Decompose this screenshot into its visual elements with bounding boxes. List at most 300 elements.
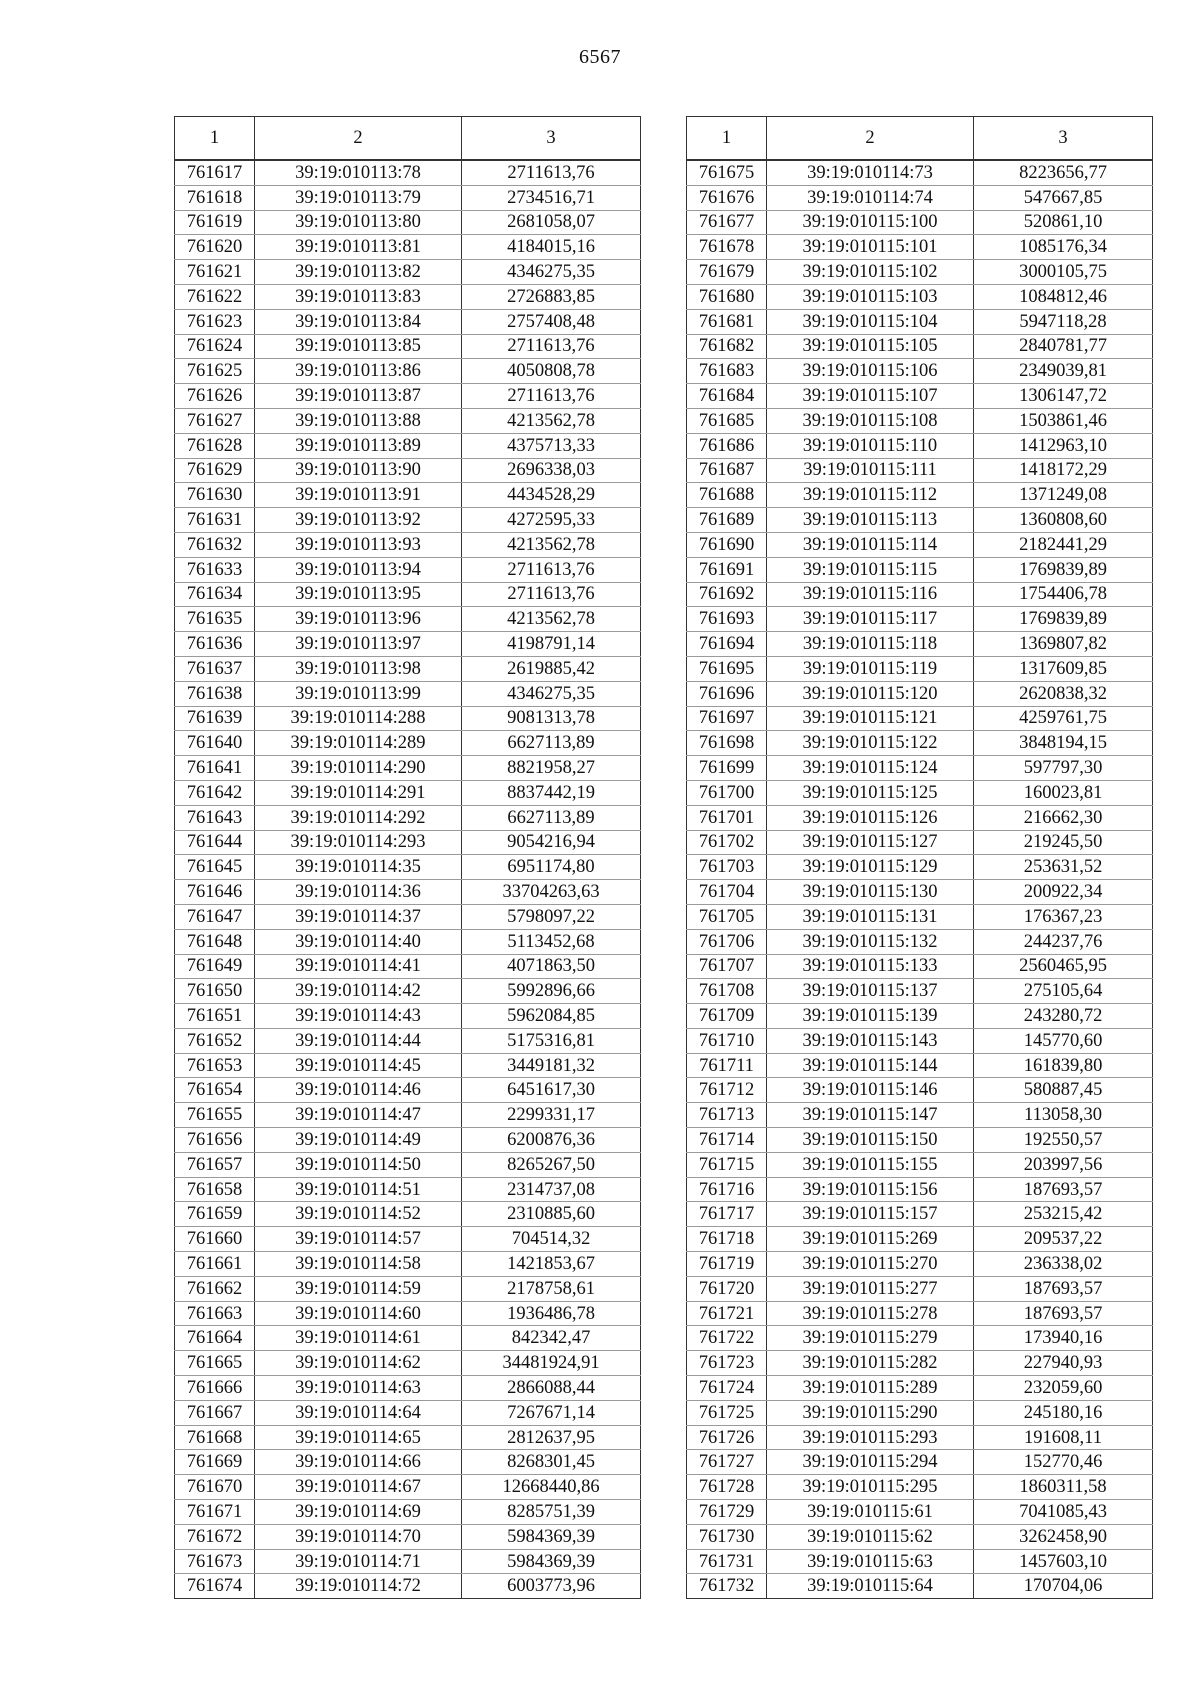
row-number-cell: 761726 [687,1425,767,1450]
row-number-cell: 761627 [175,408,255,433]
cadastral-value-cell: 597797,30 [974,756,1153,781]
row-number-cell: 761703 [687,855,767,880]
cadastral-number-cell: 39:19:010115:282 [767,1351,974,1376]
row-number-cell: 761620 [175,235,255,260]
table-row [687,1574,1153,1599]
cadastral-value-cell: 2182441,29 [974,532,1153,557]
row-number-cell: 761657 [175,1152,255,1177]
table-row [687,880,1153,905]
cadastral-value-cell: 1457603,10 [974,1549,1153,1574]
cadastral-number-cell: 39:19:010113:90 [255,458,462,483]
row-number-cell: 761685 [687,408,767,433]
row-number-cell: 761660 [175,1227,255,1252]
row-number-cell: 761655 [175,1103,255,1128]
table-row [687,1128,1153,1153]
row-number-cell: 761623 [175,309,255,334]
table-row [687,1549,1153,1574]
row-number-cell: 761625 [175,359,255,384]
table-row [175,1351,641,1376]
cadastral-number-cell: 39:19:010115:61 [767,1500,974,1525]
row-number-cell: 761675 [687,160,767,185]
row-number-cell: 761668 [175,1425,255,1450]
cadastral-value-cell: 2560465,95 [974,954,1153,979]
row-number-cell: 761674 [175,1574,255,1599]
row-number-cell: 761639 [175,706,255,731]
row-number-cell: 761645 [175,855,255,880]
cadastral-value-cell: 243280,72 [974,1004,1153,1029]
row-number-cell: 761632 [175,532,255,557]
table-row [687,1326,1153,1351]
row-number-cell: 761636 [175,632,255,657]
row-number-cell: 761638 [175,681,255,706]
row-number-cell: 761656 [175,1128,255,1153]
cadastral-value-cell: 9081313,78 [462,706,641,731]
row-number-cell: 761659 [175,1202,255,1227]
cadastral-value-cell: 3000105,75 [974,260,1153,285]
cadastral-value-cell: 245180,16 [974,1400,1153,1425]
row-number-cell: 761650 [175,979,255,1004]
cadastral-value-cell: 4213562,78 [462,607,641,632]
cadastral-number-cell: 39:19:010115:137 [767,979,974,1004]
table-row [687,780,1153,805]
cadastral-value-cell: 161839,80 [974,1053,1153,1078]
table-row [175,433,641,458]
table-row [175,1425,641,1450]
cadastral-number-cell: 39:19:010115:146 [767,1078,974,1103]
table-row [175,656,641,681]
row-number-cell: 761731 [687,1549,767,1574]
cadastral-value-cell: 6451617,30 [462,1078,641,1103]
table-row [175,284,641,309]
cadastral-number-cell: 39:19:010113:86 [255,359,462,384]
cadastral-number-cell: 39:19:010115:270 [767,1252,974,1277]
table-row [175,681,641,706]
row-number-cell: 761649 [175,954,255,979]
table-row [687,656,1153,681]
cadastral-value-cell: 842342,47 [462,1326,641,1351]
row-number-cell: 761652 [175,1028,255,1053]
row-number-cell: 761698 [687,731,767,756]
row-number-cell: 761684 [687,384,767,409]
table-row [175,1549,641,1574]
cadastral-number-cell: 39:19:010115:130 [767,880,974,905]
row-number-cell: 761700 [687,780,767,805]
cadastral-value-cell: 4184015,16 [462,235,641,260]
table-row [175,384,641,409]
table-row [175,904,641,929]
cadastral-number-cell: 39:19:010114:57 [255,1227,462,1252]
cadastral-number-cell: 39:19:010114:74 [767,185,974,210]
cadastral-number-cell: 39:19:010114:50 [255,1152,462,1177]
table-row [175,1574,641,1599]
cadastral-value-cell: 2726883,85 [462,284,641,309]
column-header-1: 1 [687,117,767,161]
cadastral-value-cell: 7041085,43 [974,1500,1153,1525]
cadastral-value-cell: 8821958,27 [462,756,641,781]
table-row [687,260,1153,285]
row-number-cell: 761661 [175,1252,255,1277]
row-number-cell: 761662 [175,1276,255,1301]
row-number-cell: 761715 [687,1152,767,1177]
cadastral-number-cell: 39:19:010113:78 [255,160,462,185]
cadastral-value-cell: 6627113,89 [462,731,641,756]
cadastral-value-cell: 4346275,35 [462,681,641,706]
cadastral-value-cell: 219245,50 [974,830,1153,855]
cadastral-value-cell: 5992896,66 [462,979,641,1004]
cadastral-number-cell: 39:19:010113:99 [255,681,462,706]
cadastral-number-cell: 39:19:010115:131 [767,904,974,929]
table-row [687,1475,1153,1500]
table-row [687,1028,1153,1053]
row-number-cell: 761628 [175,433,255,458]
column-header-2: 2 [255,117,462,161]
cadastral-number-cell: 39:19:010114:41 [255,954,462,979]
table-row [175,309,641,334]
row-number-cell: 761666 [175,1376,255,1401]
table-row [175,532,641,557]
table-row [687,210,1153,235]
row-number-cell: 761671 [175,1500,255,1525]
cadastral-value-cell: 2619885,42 [462,656,641,681]
table-row [175,582,641,607]
cadastral-number-cell: 39:19:010115:157 [767,1202,974,1227]
cadastral-value-cell: 704514,32 [462,1227,641,1252]
row-number-cell: 761699 [687,756,767,781]
table-row [175,830,641,855]
cadastral-number-cell: 39:19:010115:139 [767,1004,974,1029]
table-row [175,359,641,384]
cadastral-value-cell: 244237,76 [974,929,1153,954]
cadastral-value-cell: 236338,02 [974,1252,1153,1277]
row-number-cell: 761617 [175,160,255,185]
cadastral-number-cell: 39:19:010114:73 [767,160,974,185]
table-row [687,731,1153,756]
table-row [687,309,1153,334]
row-number-cell: 761711 [687,1053,767,1078]
row-number-cell: 761642 [175,780,255,805]
cadastral-value-cell: 3262458,90 [974,1524,1153,1549]
cadastral-value-cell: 5947118,28 [974,309,1153,334]
cadastral-number-cell: 39:19:010113:98 [255,656,462,681]
table-row [687,334,1153,359]
column-header-3: 3 [974,117,1153,161]
cadastral-value-cell: 7267671,14 [462,1400,641,1425]
right-table-body [687,160,1153,1599]
table-row [175,706,641,731]
row-number-cell: 761624 [175,334,255,359]
cadastral-value-cell: 160023,81 [974,780,1153,805]
cadastral-value-cell: 4071863,50 [462,954,641,979]
cadastral-value-cell: 187693,57 [974,1276,1153,1301]
cadastral-number-cell: 39:19:010113:95 [255,582,462,607]
cadastral-value-cell: 6627113,89 [462,805,641,830]
cadastral-number-cell: 39:19:010115:143 [767,1028,974,1053]
cadastral-number-cell: 39:19:010115:116 [767,582,974,607]
row-number-cell: 761663 [175,1301,255,1326]
column-header-1: 1 [175,117,255,161]
table-row [175,1128,641,1153]
cadastral-value-cell: 187693,57 [974,1177,1153,1202]
table-row [687,1004,1153,1029]
cadastral-value-cell: 1769839,89 [974,607,1153,632]
table-row [175,1524,641,1549]
cadastral-number-cell: 39:19:010115:114 [767,532,974,557]
row-number-cell: 761728 [687,1475,767,1500]
cadastral-value-cell: 6951174,80 [462,855,641,880]
cadastral-number-cell: 39:19:010113:80 [255,210,462,235]
table-row [687,607,1153,632]
row-number-cell: 761681 [687,309,767,334]
cadastral-number-cell: 39:19:010114:290 [255,756,462,781]
table-row [175,1053,641,1078]
cadastral-value-cell: 2711613,76 [462,557,641,582]
table-row [687,706,1153,731]
cadastral-number-cell: 39:19:010115:104 [767,309,974,334]
row-number-cell: 761732 [687,1574,767,1599]
row-number-cell: 761640 [175,731,255,756]
right-table [686,116,1153,1599]
cadastral-number-cell: 39:19:010115:294 [767,1450,974,1475]
cadastral-number-cell: 39:19:010114:40 [255,929,462,954]
table-row [175,1202,641,1227]
cadastral-value-cell: 4198791,14 [462,632,641,657]
table-row [687,582,1153,607]
table-row [175,1475,641,1500]
cadastral-value-cell: 176367,23 [974,904,1153,929]
cadastral-number-cell: 39:19:010115:115 [767,557,974,582]
row-number-cell: 761626 [175,384,255,409]
row-number-cell: 761629 [175,458,255,483]
table-row [687,1524,1153,1549]
table-row [687,433,1153,458]
row-number-cell: 761686 [687,433,767,458]
table-row [687,1400,1153,1425]
row-number-cell: 761690 [687,532,767,557]
row-number-cell: 761689 [687,508,767,533]
table-row [175,731,641,756]
cadastral-number-cell: 39:19:010114:60 [255,1301,462,1326]
cadastral-number-cell: 39:19:010115:105 [767,334,974,359]
cadastral-value-cell: 1371249,08 [974,483,1153,508]
left-table-body [175,160,641,1599]
table-row [687,1450,1153,1475]
row-number-cell: 761651 [175,1004,255,1029]
cadastral-value-cell: 2314737,08 [462,1177,641,1202]
cadastral-number-cell: 39:19:010115:62 [767,1524,974,1549]
table-row [687,1425,1153,1450]
cadastral-number-cell: 39:19:010114:42 [255,979,462,1004]
row-number-cell: 761705 [687,904,767,929]
cadastral-number-cell: 39:19:010114:49 [255,1128,462,1153]
row-number-cell: 761712 [687,1078,767,1103]
table-row [687,408,1153,433]
column-header-3: 3 [462,117,641,161]
row-number-cell: 761648 [175,929,255,954]
row-number-cell: 761637 [175,656,255,681]
cadastral-value-cell: 1421853,67 [462,1252,641,1277]
cadastral-value-cell: 2696338,03 [462,458,641,483]
cadastral-number-cell: 39:19:010115:108 [767,408,974,433]
cadastral-number-cell: 39:19:010113:94 [255,557,462,582]
cadastral-value-cell: 5984369,39 [462,1549,641,1574]
table-row [687,681,1153,706]
table-row [687,458,1153,483]
header-row [687,117,1153,161]
cadastral-value-cell: 8837442,19 [462,780,641,805]
cadastral-number-cell: 39:19:010114:58 [255,1252,462,1277]
table-row [687,1202,1153,1227]
row-number-cell: 761708 [687,979,767,1004]
table-row [687,756,1153,781]
row-number-cell: 761706 [687,929,767,954]
row-number-cell: 761707 [687,954,767,979]
cadastral-value-cell: 2734516,71 [462,185,641,210]
row-number-cell: 761680 [687,284,767,309]
row-number-cell: 761729 [687,1500,767,1525]
row-number-cell: 761618 [175,185,255,210]
cadastral-number-cell: 39:19:010115:112 [767,483,974,508]
row-number-cell: 761672 [175,1524,255,1549]
cadastral-value-cell: 4434528,29 [462,483,641,508]
cadastral-value-cell: 1418172,29 [974,458,1153,483]
row-number-cell: 761692 [687,582,767,607]
cadastral-number-cell: 39:19:010115:133 [767,954,974,979]
table-row [687,830,1153,855]
row-number-cell: 761687 [687,458,767,483]
cadastral-number-cell: 39:19:010114:43 [255,1004,462,1029]
left-table [174,116,641,1599]
cadastral-number-cell: 39:19:010115:156 [767,1177,974,1202]
table-row [175,1028,641,1053]
cadastral-value-cell: 547667,85 [974,185,1153,210]
table-row [687,384,1153,409]
cadastral-number-cell: 39:19:010113:87 [255,384,462,409]
cadastral-value-cell: 4272595,33 [462,508,641,533]
row-number-cell: 761688 [687,483,767,508]
cadastral-value-cell: 6003773,96 [462,1574,641,1599]
table-row [687,904,1153,929]
table-row [175,1177,641,1202]
row-number-cell: 761730 [687,1524,767,1549]
table-row [687,1376,1153,1401]
table-row [175,780,641,805]
cadastral-value-cell: 5175316,81 [462,1028,641,1053]
cadastral-value-cell: 2711613,76 [462,334,641,359]
table-row [175,334,641,359]
cadastral-number-cell: 39:19:010114:71 [255,1549,462,1574]
cadastral-number-cell: 39:19:010114:62 [255,1351,462,1376]
row-number-cell: 761622 [175,284,255,309]
table-row [687,1078,1153,1103]
cadastral-value-cell: 113058,30 [974,1103,1153,1128]
cadastral-number-cell: 39:19:010114:69 [255,1500,462,1525]
cadastral-value-cell: 520861,10 [974,210,1153,235]
cadastral-value-cell: 1412963,10 [974,433,1153,458]
cadastral-number-cell: 39:19:010115:107 [767,384,974,409]
table-row [175,805,641,830]
table-row [175,607,641,632]
table-row [687,359,1153,384]
cadastral-value-cell: 5984369,39 [462,1524,641,1549]
cadastral-value-cell: 152770,46 [974,1450,1153,1475]
table-row [687,1276,1153,1301]
table-row [687,483,1153,508]
row-number-cell: 761719 [687,1252,767,1277]
cadastral-value-cell: 2349039,81 [974,359,1153,384]
cadastral-number-cell: 39:19:010115:278 [767,1301,974,1326]
row-number-cell: 761667 [175,1400,255,1425]
table-row [175,185,641,210]
cadastral-number-cell: 39:19:010114:37 [255,904,462,929]
cadastral-number-cell: 39:19:010114:66 [255,1450,462,1475]
row-number-cell: 761664 [175,1326,255,1351]
table-row [687,1103,1153,1128]
table-row [175,929,641,954]
cadastral-number-cell: 39:19:010115:106 [767,359,974,384]
cadastral-number-cell: 39:19:010115:293 [767,1425,974,1450]
table-row [687,1351,1153,1376]
table-row [175,855,641,880]
table-row [175,632,641,657]
cadastral-value-cell: 8268301,45 [462,1450,641,1475]
cadastral-number-cell: 39:19:010115:64 [767,1574,974,1599]
cadastral-number-cell: 39:19:010114:70 [255,1524,462,1549]
cadastral-number-cell: 39:19:010113:84 [255,309,462,334]
row-number-cell: 761658 [175,1177,255,1202]
row-number-cell: 761704 [687,880,767,905]
cadastral-value-cell: 33704263,63 [462,880,641,905]
cadastral-number-cell: 39:19:010113:85 [255,334,462,359]
cadastral-number-cell: 39:19:010114:288 [255,706,462,731]
row-number-cell: 761724 [687,1376,767,1401]
row-number-cell: 761709 [687,1004,767,1029]
cadastral-value-cell: 1860311,58 [974,1475,1153,1500]
row-number-cell: 761682 [687,334,767,359]
row-number-cell: 761670 [175,1475,255,1500]
cadastral-number-cell: 39:19:010114:36 [255,880,462,905]
row-number-cell: 761725 [687,1400,767,1425]
cadastral-number-cell: 39:19:010115:132 [767,929,974,954]
cadastral-value-cell: 4346275,35 [462,260,641,285]
row-number-cell: 761693 [687,607,767,632]
table-row [687,1152,1153,1177]
table-row [687,929,1153,954]
cadastral-number-cell: 39:19:010115:119 [767,656,974,681]
table-row [687,632,1153,657]
row-number-cell: 761720 [687,1276,767,1301]
cadastral-number-cell: 39:19:010115:111 [767,458,974,483]
cadastral-number-cell: 39:19:010115:125 [767,780,974,805]
cadastral-value-cell: 2310885,60 [462,1202,641,1227]
cadastral-value-cell: 2178758,61 [462,1276,641,1301]
cadastral-number-cell: 39:19:010115:289 [767,1376,974,1401]
cadastral-value-cell: 3848194,15 [974,731,1153,756]
row-number-cell: 761676 [687,185,767,210]
row-number-cell: 761673 [175,1549,255,1574]
cadastral-value-cell: 1317609,85 [974,656,1153,681]
table-row [175,260,641,285]
cadastral-value-cell: 1084812,46 [974,284,1153,309]
cadastral-value-cell: 2620838,32 [974,681,1153,706]
cadastral-value-cell: 2711613,76 [462,582,641,607]
cadastral-number-cell: 39:19:010115:279 [767,1326,974,1351]
table-row [175,508,641,533]
cadastral-number-cell: 39:19:010115:147 [767,1103,974,1128]
row-number-cell: 761633 [175,557,255,582]
cadastral-value-cell: 1369807,82 [974,632,1153,657]
cadastral-value-cell: 5113452,68 [462,929,641,954]
cadastral-number-cell: 39:19:010114:52 [255,1202,462,1227]
